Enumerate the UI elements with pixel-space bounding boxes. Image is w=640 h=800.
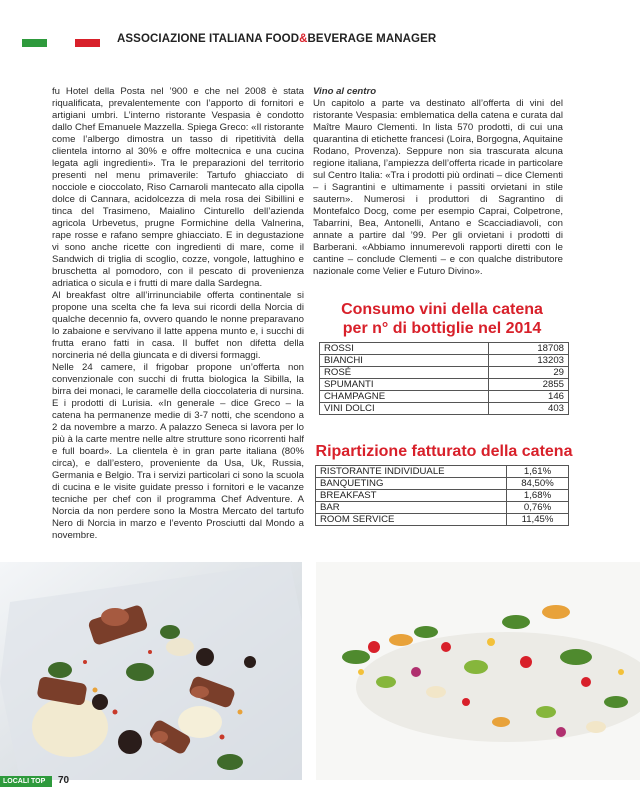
row-label: RISTORANTE INDIVIDUALE [316, 466, 507, 478]
section-subhead: Vino al centro [313, 86, 377, 97]
row-label: BAR [316, 502, 507, 514]
table-row [320, 355, 569, 367]
row-value: 29 [489, 367, 569, 379]
paragraph: fu Hotel della Posta nel ’900 e che nel 2008 è stata riqualificata, prevalentemente con l’apporto di fornitori e artigiani umbri. L’interno ristorante Vespasia è condotto dallo Chef Emanuele Mazzella. Spiega Greco: «Il ristorante come l’albergo dimostra un tasso di ripetitività della clientela intorno al 30% e offre moltecnica e una cucina legata agli ingredienti». Tra le preparazioni del territorio presenti nel menu primaverile: Tartufo ghiacciato di nocciole e cioccolato, Riso Carnaroli mantecato alla cipolla dolce di Cannara, acidolcezza di mela rosa dei Sibillini e tinca del Trasimeno, Maialino Cinturello dell’azienda agricola Urbevetus, prugne Formichine della Valnerina, rape rosse e rafano sempre ghiacciato. E in degustazione vi sono anche ricette con ingredienti di mare, come il Sandwich di triglia di scoglio, cozze, vongole, lattughino e bruschetta al pomodoro, con il pescato di provenienza adriatica o sicula e i frutti di mare dalla Sardegna. [52, 86, 304, 289]
table1-title-line2: per n° di bottiglie nel 2014 [342, 320, 542, 337]
row-value: 13203 [489, 355, 569, 367]
row-value: 1,68% [507, 490, 569, 502]
row-label: ROSSI [320, 343, 489, 355]
food-photo-meat-dish [0, 562, 302, 780]
flag-red-stripe [75, 39, 100, 47]
table1-title [313, 300, 571, 338]
row-label: BIANCHI [320, 355, 489, 367]
row-value: 84,50% [507, 478, 569, 490]
row-label: ROSÉ [320, 367, 489, 379]
row-label: BREAKFAST [316, 490, 507, 502]
row-label: BANQUETING [316, 478, 507, 490]
row-value: 11,45% [507, 514, 569, 526]
header-title: ASSOCIAZIONE ITALIANA FOOD&BEVERAGE MANAGER [117, 33, 437, 45]
table-row [316, 490, 569, 502]
row-label: ROOM SERVICE [316, 514, 507, 526]
section-tag: LOCALI TOP [0, 776, 52, 787]
flag-green-stripe [22, 39, 47, 47]
table-row [316, 478, 569, 490]
row-value: 18708 [489, 343, 569, 355]
right-text-column [313, 86, 563, 278]
table-row [320, 379, 569, 391]
row-value: 0,76% [507, 502, 569, 514]
revenue-breakdown-table [315, 465, 569, 526]
row-value: 403 [489, 403, 569, 415]
table-row [316, 466, 569, 478]
table-row [320, 343, 569, 355]
paragraph: Un capitolo a parte va destinato all’offerta di vini del ristorante Vespasia: emblematica della catena e curata dal Maître Mauro Clementi. In lista 570 prodotti, di cui una quarantina di etichette francesi (Loira, Borgogna, Aquitaine Rodano, Provenza). Seppure non sia trascurata alcuna regione italiana, l’ampiezza dell’offerta ricade in particolare sul Centro Italia: «Tra i prodotti più ordinati – dice Clementi – i Sagrantini e ultimamente i passiti orvietani in stile sautern». Numerosi i produttori di Sagrantino di Montefalco Docg, come per esempio Caprai, Colpetrone, Tabarrini, Bea, Antonelli, Antano e Scacciadiavoli, con annate a partire dal ’99. Per gli orvietani i prodotti di Barberani. «Abbiamo innumerevoli rapporti diretti con le cantine – conclude Clementi – e con qualche distributore nazionale come Velier e Futuro Divino». [313, 98, 563, 277]
table-row [320, 403, 569, 415]
row-label: CHAMPAGNE [320, 391, 489, 403]
wine-consumption-table [319, 342, 569, 415]
row-value: 2855 [489, 379, 569, 391]
left-text-column [52, 86, 304, 548]
food-photo-vegetable-dish [316, 562, 640, 780]
row-label: SPUMANTI [320, 379, 489, 391]
table1-title-line1: Consumo vini della catena [341, 301, 543, 318]
paragraph: Nelle 24 camere, il frigobar propone un’offerta non convenzionale con succhi di frutta biologica la Sibilla, la birra dei monaci, le caramelle della cioccolateria di nursina. E i prodotti di Lurisia. «In generale – dice Greco – la catena ha permanenze medie di 3-7 notti, che scendono a 2 da novembre a marzo. A palazzo Seneca si lavora per lo più à la carte mentre nelle altre strutture sono ricorrenti half e full board». La clientela è in gran parte italiana (80% circa), e dall’estero, proveniente da Usa, Uk, Russia, Germania e Belgio. Tra i servizi particolari ci sono la scuola di cucina e le visite guidate presso i fornitori e le vacanze tecniche per chef con il programma Chef Adventure. A Norcia da non perdere sono la Mostra Mercato del tartufo Nero di Norcia in marzo e l’evento Prosciutti dal Mondo a novembre. [52, 362, 304, 541]
food-photo-vegetable-dish-illustration [316, 562, 640, 780]
table-row [316, 514, 569, 526]
table-row [320, 391, 569, 403]
row-value: 146 [489, 391, 569, 403]
table-row [320, 367, 569, 379]
paragraph: Al breakfast oltre all’irrinunciabile offerta continentale si propone una scelta che fa leva sui ricordi della Norcia di qualche decennio fa, ovvero quando le nonne preparavano lo zabaione e servivano il latte appena munto e, i succhi di frutta erano fatti in casa. Il buffet non difetta della norcineria né della giuncata e di diversi formaggi. [52, 290, 304, 361]
page-number: 70 [58, 775, 70, 786]
table-row [316, 502, 569, 514]
food-photo-meat-dish-illustration [0, 562, 302, 780]
row-label: VINI DOLCI [320, 403, 489, 415]
row-value: 1,61% [507, 466, 569, 478]
table2-title: Ripartizione fatturato della catena [315, 443, 573, 460]
